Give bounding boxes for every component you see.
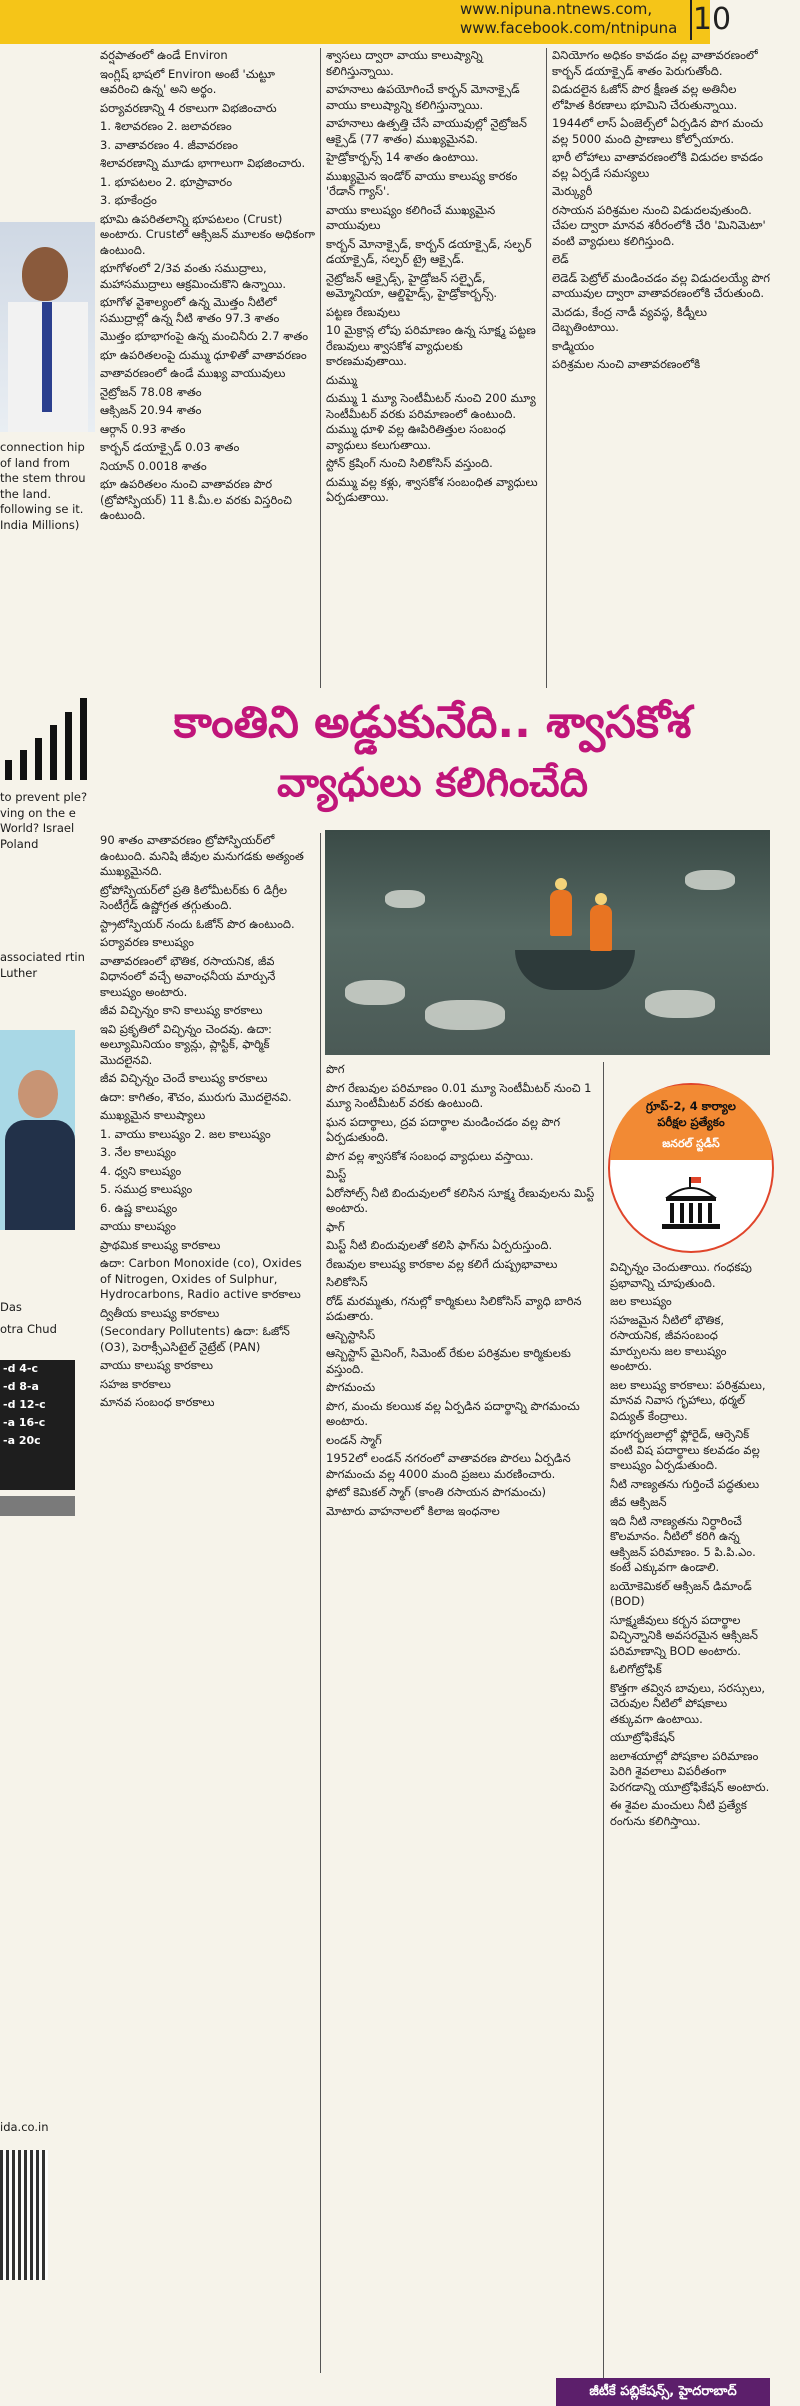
paragraph: మానవ సంబంధ కారకాలు <box>100 1395 215 1409</box>
paragraph: దుమ్ము <box>326 372 357 387</box>
paragraph: మెదడు, కేంద్ర నాడీ వ్యవస్థ, కిడ్నీలు దెబ్బతింటాయి. <box>552 304 707 334</box>
paragraph: హైడ్రోకార్బన్స్ 14 శాతం ఉంటాయి. <box>326 150 479 164</box>
column-3-bottom <box>610 1260 770 2373</box>
paragraph: భారీ లోహాలు వాతావరణంలోకి విడుదల కావడం వల్ల ఏర్పడే సమస్యలు <box>552 150 763 180</box>
paragraph: కార్బన్ మోనాక్సైడ్, కార్బన్ డయాక్సైడ్, సల్ఫర్ డయాక్సైడ్, సల్ఫర్ ట్రై ఆక్సైడ్. <box>326 236 532 266</box>
left-snippet-1: connection hip of land from the stem throu the land. following se it. India Millions) <box>0 440 86 532</box>
paragraph: ముఖ్యమైన కాలుష్యాలు <box>100 1108 206 1122</box>
paragraph: 1952లో లండన్ నగరంలో వాతావరణ పొరలు ఏర్పడిన పొగమంచు వల్ల 4000 మంది ప్రజలు మరణించారు. <box>326 1451 571 1481</box>
paragraph: మిస్ట్ నీటి బిందువులతో కలిసి ఫాగ్‌ను ఏర్పరుస్తుంది. <box>326 1238 553 1252</box>
paragraph: పొగమంచు <box>326 1380 376 1394</box>
masthead-logo-strip <box>0 0 95 44</box>
facebook-url[interactable]: www.facebook.com/ntnipuna <box>460 19 678 37</box>
paragraph: వాహనాలు ఉత్పత్తి చేసే వాయువుల్లో నైట్రోజన్ ఆక్సైడ్ (77 శాతం) ముఖ్యమైనవి. <box>326 116 527 146</box>
author-photo <box>0 1030 75 1230</box>
headline-line-1: కాంతిని అడ్డుకునేది.. శ్వాసకోశ <box>173 697 692 748</box>
paragraph: ఆస్బెస్టాసిస్ <box>326 1327 376 1342</box>
left-snippet-2: to prevent ple? ving on the e World? Israel Poland <box>0 790 88 851</box>
headline-line-2: వ్యాధులు కలిగించేది <box>277 760 588 806</box>
paragraph: 90 శాతం వాతావరణం ట్రోపోస్ఫియర్‌లో ఉంటుంది. మనిషి జీవుల మనుగడకు అత్యంత ముఖ్యమైనది. <box>100 833 304 878</box>
paragraph: పొగ, మంచు కలయిక వల్ల ఏర్పడిన పదార్థాన్ని పొగమంచు అంటారు. <box>326 1398 580 1428</box>
paragraph: కార్బన్ డయాక్సైడ్ 0.03 శాతం <box>100 440 240 454</box>
column-2-bottom <box>326 1062 601 2378</box>
paragraph: ఇంగ్లిష్ భాషలో Environ అంటే 'చుట్టూ ఆవరించి ఉన్న' అని అర్థం. <box>100 66 275 96</box>
paragraph: 1. వాయు కాలుష్యం 2. జల కాలుష్యం <box>100 1126 271 1141</box>
paragraph: ఈ శైవల మంచులు నీటి ప్రత్యేక రంగును కలిగిస్తాయి. <box>610 1798 747 1828</box>
column-3-top <box>552 48 770 688</box>
column-divider <box>603 1062 604 2378</box>
paragraph: 10 మైక్రాన్ల లోపు పరిమాణం ఉన్న సూక్ష్మ పట్టణ రేణువులు శ్వాసకోశ వ్యాధులకు కారణమవుతాయి. <box>326 323 536 368</box>
paragraph: నైట్రోజన్ 78.08 శాతం <box>100 384 202 399</box>
paragraph: (Secondary Pollutents) ఉదా: ఓజోన్ (O3), పెరాక్సీఎసిటైల్ నైట్రేట్ (PAN) <box>100 1324 290 1354</box>
paragraph: సహజ కారకాలు <box>100 1376 171 1391</box>
paragraph: వాయు కాలుష్యం కలిగించే ముఖ్యమైన వాయువులు <box>326 202 496 232</box>
paragraph: ఇవి ప్రకృతిలో విచ్ఛిన్నం చెందవు. ఉదా: అల్యూమినియం క్యాన్లు, ప్లాస్టిక్, ఫార్మిక్ మొదలైనవి. <box>100 1021 272 1067</box>
paragraph: లెడ్ <box>552 252 569 266</box>
paragraph: భూ ఉపరితలంపై దుమ్ము ధూళితో వాతావరణం <box>100 347 307 362</box>
paragraph: నైట్రోజన్ ఆక్సైడ్స్, హైడ్రోజన్ సల్ఫైడ్, అమ్మోనియా, ఆల్డిహైడ్స్, హైడ్రోకార్బన్స్. <box>326 270 498 300</box>
paragraph: రసాయన పరిశ్రమల నుంచి విడుదలవుతుంది. చేపల ద్వారా మానవ శరీరంలోకి చేరి 'మినిమెటా' వంటి వ్యాధులు కలిగిస్తుంది. <box>552 202 766 248</box>
paragraph: ఏరోసోల్స్ నీటి బిందువులలో కలిసిన సూక్ష్మ రేణువులను మిస్ట్ అంటారు. <box>326 1185 595 1215</box>
exam-special-badge <box>608 1083 774 1253</box>
paragraph: జీవ ఆక్సిజన్ <box>610 1495 667 1509</box>
paragraph: 1. శిలావరణం 2. జలావరణం <box>100 119 232 133</box>
paragraph: వాతావరణంలో భౌతిక, రసాయనిక, జీవ విధానంలో వచ్చే అవాంఛనీయ మార్పునే కాలుష్యం అంటారు. <box>100 953 276 999</box>
paragraph: ఆక్సిజన్ 20.94 శాతం <box>100 403 202 417</box>
paragraph: విచ్ఛిన్నం చెందుతాయి. గంధకపు ప్రభావాన్ని చూపుతుంది. <box>610 1260 752 1290</box>
paragraph: వినియోగం అధికం కావడం వల్ల వాతావరణంలో కార్బన్ డయాక్సైడ్ శాతం పెరుగుతోంది. <box>552 48 758 78</box>
paragraph: యూట్రోఫికేషన్ <box>610 1730 675 1744</box>
paragraph: జీవ విచ్ఛిన్నం కాని కాలుష్య కారకాలు <box>100 1003 263 1017</box>
paragraph: 3. నేల కాలుష్యం <box>100 1145 177 1159</box>
paragraph: 6. ఉష్ణ కాలుష్యం <box>100 1200 178 1215</box>
left-snippet-5: otra Chud <box>0 1322 57 1336</box>
paragraph: మెర్క్యురీ <box>552 184 593 198</box>
page-number: 10 <box>690 0 732 40</box>
website-url[interactable]: www.nipuna.ntnews.com, <box>460 0 653 18</box>
answer-key-table <box>0 1360 75 1490</box>
column-divider <box>546 48 547 688</box>
paragraph: జల కాలుష్య కారకాలు: పరిశ్రమలు, మానవ నివాస గృహాలు, థర్మల్ విద్యుత్ కేంద్రాలు. <box>610 1377 766 1423</box>
paragraph: జీవ విచ్ఛిన్నం చెందే కాలుష్య కారకాలు <box>100 1071 268 1085</box>
column-1-bottom <box>100 833 315 2373</box>
student-photo <box>0 222 95 432</box>
paragraph: శ్వాసలు ద్వారా వాయు కాలుష్యాన్ని కలిగిస్తున్నాయి. <box>326 48 483 78</box>
paragraph: 3. భూకేంద్రం <box>100 193 157 207</box>
paragraph: వాయు కాలుష్య కారకాలు <box>100 1358 213 1372</box>
paragraph: ఉదా: Carbon Monoxide (co), Oxides of Nitrogen, Oxides of Sulphur, Hydrocarbons, Radio active కారకాలు <box>100 1256 302 1301</box>
paragraph: ఓలిగోట్రోఫిక్ <box>610 1662 662 1676</box>
paragraph: ప్రాథమిక కాలుష్య కారకాలు <box>100 1237 221 1252</box>
paragraph: బయోకెమికల్ ఆక్సిజన్ డిమాండ్ (BOD) <box>610 1578 752 1608</box>
paragraph: ద్వితీయ కాలుష్య కారకాలు <box>100 1305 220 1320</box>
paragraph: భూ ఉపరితలం నుంచి వాతావరణ పొర (ట్రోపోస్ఫియర్) 11 కి.మీ.ల వరకు విస్తరించి ఉంటుంది. <box>100 477 292 522</box>
paragraph: వాహనాలు ఉపయోగించే కార్బన్ మోనాక్సైడ్ వాయు కాలుష్యాన్ని కలిగిస్తున్నాయి. <box>326 82 520 112</box>
paragraph: సహజమైన నీటిలో భౌతిక, రసాయనిక, జీవసంబంధ మార్పులను జల కాలుష్యం అంటారు. <box>610 1312 727 1373</box>
column-1-top <box>100 48 315 688</box>
headline <box>95 693 770 813</box>
paragraph: భూగోళ వైశాల్యంలో ఉన్న మొత్తం నీటిలో సముద్రాల్లో ఉన్న నీటి శాతం 97.3 శాతం <box>100 295 280 325</box>
paragraph: ఆస్బెస్టాస్ మైనింగ్, సిమెంట్ రేకుల పరిశ్రమల కార్మికులకు వస్తుంది. <box>326 1346 571 1376</box>
paragraph: 4. ధ్వని కాలుష్యం <box>100 1163 182 1178</box>
paragraph: ఇది నీటి నాణ్యతను నిర్ధారించే కొలమానం. నీటిలో కరిగి ఉన్న ఆక్సిజన్ పరిమాణం. 5 పి.పి.ఎం. కంటే ఎక్కువగా ఉండాలి. <box>610 1513 756 1574</box>
paragraph: 5. సముద్ర కాలుష్యం <box>100 1182 193 1196</box>
paragraph: జలాశయాల్లో పోషకాల పరిమాణం పెరిగి శైవలాలు విపరీతంగా పెరగడాన్ని యూట్రోఫికేషన్ అంటారు. <box>610 1748 770 1794</box>
paragraph: పొగ రేణువుల పరిమాణం 0.01 మ్యూ సెంటీమీటర్ నుంచి 1 మ్యూ సెంటీమీటర్ వరకు ఉంటుంది. <box>326 1080 592 1110</box>
column-2-top <box>326 48 541 688</box>
paragraph: 1. భూపటలం 2. భూప్రావారం <box>100 174 233 189</box>
paragraph: ఫాగ్ <box>326 1219 345 1234</box>
paragraph: లెడెడ్ పెట్రోల్ మండించడం వల్ల విడుదలయ్యే పొగ వాయువుల ద్వారా వాతావరణంలోకి చేరుతుంది. <box>552 270 770 300</box>
badge-line-1: గ్రూప్-2, 4 కార్యాల <box>646 1099 736 1113</box>
paragraph: ఆర్గాన్ 0.93 శాతం <box>100 421 186 436</box>
paragraph: స్టోన్ క్రషింగ్ నుంచి సిలికోసిస్ వస్తుంది. <box>326 456 493 470</box>
paragraph: పర్యావరణాన్ని 4 రకాలుగా విభజించారు <box>100 100 277 115</box>
paragraph: దుమ్ము వల్ల కళ్లు, శ్వాసకోశ సంబంధిత వ్యాధులు ఏర్పడుతాయి. <box>326 474 538 504</box>
paragraph: కాడ్మియం <box>552 338 595 353</box>
paragraph: భూగోళంలో 2/3వ వంతు సముద్రాలు, మహాసముద్రాలు ఆక్రమించుకొని ఉన్నాయి. <box>100 261 287 291</box>
paragraph: వాతావరణంలో ఉండే ముఖ్య వాయువులు <box>100 366 286 380</box>
paragraph: శిలావరణాన్ని మూడు భాగాలుగా విభజించారు. <box>100 156 306 170</box>
paragraph: మిస్ట్ <box>326 1167 347 1181</box>
paragraph: ట్రోపోస్ఫియర్‌లో ప్రతి కిలోమీటర్‌కు 6 డిగ్రీల సెంటీగ్రేడ్ ఉష్ణోగ్రత తగ్గుతుంది. <box>100 882 288 912</box>
paragraph: విడుదలైన ఓజోన్ పొర క్షీణత వల్ల అతినీల లోహిత కిరణాలు భూమిని చేరుతున్నాయి. <box>552 82 738 112</box>
column-divider <box>320 48 321 688</box>
paragraph: 1944లో లాస్ ఏంజెల్స్‌లో ఏర్పడిన పొగ మంచు వల్ల 5000 మంది ప్రాణాలు కోల్పోయారు. <box>552 116 764 146</box>
left-email[interactable]: ida.co.in <box>0 2120 49 2134</box>
paragraph: ముఖ్యమైన ఇండోర్ వాయు కాలుష్య కారకం 'రేడాన్ గ్యాస్'. <box>326 168 518 198</box>
paragraph: పొగ <box>326 1062 345 1076</box>
qr-code <box>0 2150 48 2280</box>
paragraph: ఘన పదార్థాలు, ద్రవ పదార్థాల మండించడం వల్ల పొగ ఏర్పడుతుంది. <box>326 1114 561 1144</box>
paragraph: నీటి నాణ్యతను గుర్తించే పద్ధతులు <box>610 1476 760 1491</box>
paragraph: పరిశ్రమల నుంచి వాతావరణంలోకి <box>552 357 701 371</box>
column-divider <box>320 833 321 2373</box>
government-building-icon <box>658 1177 724 1231</box>
paragraph: వాయు కాలుష్యం <box>100 1219 177 1233</box>
paragraph: కొత్తగా తవ్విన బావులు, సరస్సులు, చెరువుల నీటిలో పోషకాలు తక్కువగా ఉంటాయి. <box>610 1680 766 1726</box>
publisher-footer: జీటీకే పబ్లికేషన్స్, హైదరాబాద్ <box>556 2378 770 2406</box>
answer-row: -d 8-a <box>3 1380 39 1393</box>
badge-line-2: పరీక్షల ప్రత్యేకం <box>657 1115 725 1129</box>
river-cleanup-photo <box>325 830 770 1055</box>
paragraph: 3. వాతావరణం 4. జీవావరణం <box>100 137 238 152</box>
paragraph: సూక్ష్మజీవులు కర్బన పదార్థాల విచ్ఛిన్నానికి అవసరమైన ఆక్సిజన్ పరిమాణాన్ని BOD అంటారు. <box>610 1612 758 1658</box>
answer-row: -a 20c <box>3 1434 41 1447</box>
paragraph: ఉదా: కాగితం, శౌచం, మురుగు మొదలైనవి. <box>100 1089 292 1104</box>
paragraph: సిలికోసిస్ <box>326 1275 368 1289</box>
paragraph: మోటారు వాహనాలలో కిలాజ ఇంధనాల <box>326 1503 500 1518</box>
paragraph: జల కాలుష్యం <box>610 1294 672 1308</box>
website-info <box>460 0 677 38</box>
paragraph: నియాన్ 0.0018 శాతం <box>100 458 207 473</box>
answer-row: -d 12-c <box>3 1398 46 1411</box>
answer-row: -d 4-c <box>3 1362 39 1375</box>
paragraph: పొగ వల్ల శ్వాసకోశ సంబంధ వ్యాధులు వస్తాయి. <box>326 1148 534 1163</box>
answer-row: -a 16-c <box>3 1416 46 1429</box>
left-snippet-4: Das <box>0 1300 22 1314</box>
paragraph: భూమి ఉపరితలాన్ని భూపటలం (Crust) అంటారు. Crustలో ఆక్సిజన్ మూలకం అధికంగా ఉంటుంది. <box>100 211 315 257</box>
paragraph: భూగర్భజలాల్లో ఫ్లోరైడ్, ఆర్సెనిక్ వంటి విష పదార్థాలు కలవడం వల్ల కాలుష్యం ఏర్పడుతుంది. <box>610 1427 760 1472</box>
paragraph: వర్షపాతంలో ఉండే Environ <box>100 48 228 62</box>
paragraph: లండన్ స్మాగ్ <box>326 1432 382 1447</box>
paragraph: రేణువుల కాలుష్య కారకాల వల్ల కలిగే దుష్ప్రభావాలు <box>326 1256 558 1271</box>
paragraph: రోడ్ మరమ్మతు, గనుల్లో కార్మికులు సిలికోసిస్ వ్యాధి బారిన పడుతారు. <box>326 1293 582 1323</box>
badge-line-3: జనరల్ స్టడీస్ <box>662 1137 720 1150</box>
left-snippet-3: associated rtin Luther <box>0 950 85 980</box>
paragraph: పట్టణ రేణువులు <box>326 304 401 319</box>
paragraph: పర్యావరణ కాలుష్యం <box>100 935 194 949</box>
paragraph: మొత్తం భూభాగంపై ఉన్న మంచినీరు 2.7 శాతం <box>100 329 309 343</box>
left-bar-chart <box>0 690 95 780</box>
paragraph: దుమ్ము 1 మ్యూ సెంటీమీటర్ నుంచి 200 మ్యూ సెంటీమీటర్ వరకు పరిమాణంలో ఉంటుంది. దుమ్ము ధూళి వల్ల ఊపిరితిత్తుల సంబంధ వ్యాధులు కలుగుతాయి. <box>326 391 536 452</box>
paragraph: ఫోటో కెమికల్ స్మాగ్ (కాంతి రసాయన పొగమంచు) <box>326 1485 547 1499</box>
left-section-bar <box>0 1496 75 1516</box>
paragraph: స్ట్రాటోస్ఫియర్ నందు ఓజోన్ పొర ఉంటుంది. <box>100 916 295 931</box>
